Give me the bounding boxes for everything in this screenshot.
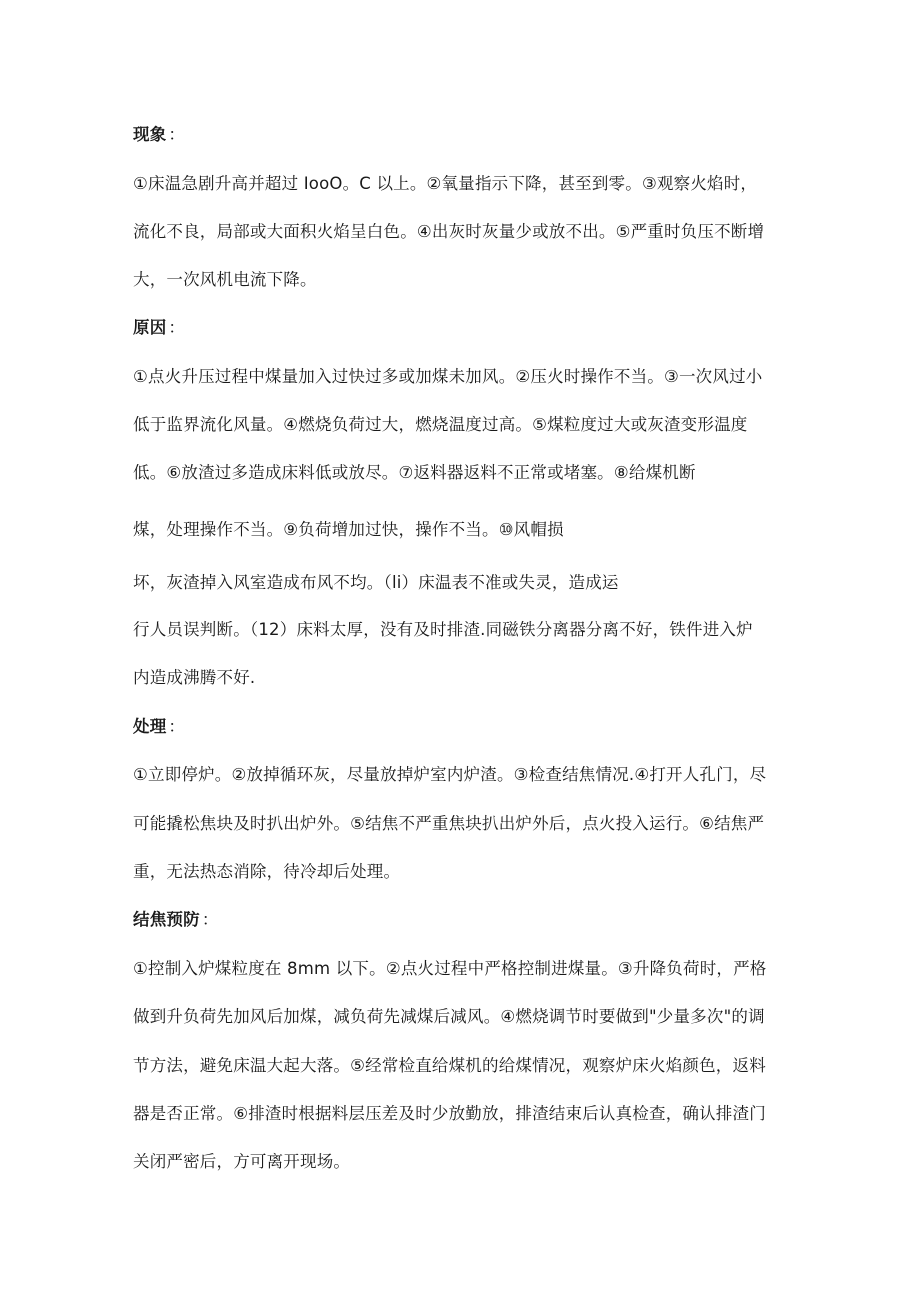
- paragraph-line: 低。⑥放渣过多造成床料低或放尽。⑦返料器返料不正常或堵塞。⑧给煤机断: [133, 463, 696, 482]
- paragraph-line: ①立即停炉。②放掉循环灰，尽量放掉炉室内炉渣。③检查结焦情况.④打开人孔门，尽: [133, 765, 767, 784]
- heading-colon: ：: [168, 318, 186, 337]
- paragraph-line: ①点火升压过程中煤量加入过快过多或加煤未加风。②压火时操作不当。③一次风过小: [133, 367, 763, 386]
- paragraph-line: 内造成沸腾不好.: [133, 668, 256, 687]
- heading-colon: ：: [168, 717, 186, 736]
- paragraph-line: 大，一次风机电流下降。: [133, 270, 317, 289]
- paragraph-line: 器是否正常。⑥排渣时根据料层压差及时少放勤放，排渣结束后认真检查，确认排渣门: [133, 1104, 766, 1123]
- paragraph-line: 坏，灰渣掉入风室造成布风不均。（li）床温表不准或失灵，造成运: [133, 573, 619, 592]
- heading-colon: ：: [168, 125, 186, 144]
- paragraph-line: 行人员误判断。（12）床料太厚，没有及时排渣.同磁铁分离器分离不好，铁件进入炉: [133, 620, 753, 639]
- paragraph-line: 做到升负荷先加风后加煤，减负荷先减煤后减风。④燃烧调节时要做到"少量多次"的调: [133, 1007, 765, 1026]
- heading-label: 处理: [133, 717, 167, 736]
- section-heading-prevention: [133, 909, 793, 931]
- section-heading-treatment: [133, 716, 793, 738]
- heading-label: 现象: [133, 125, 167, 144]
- heading-label: 结焦预防: [133, 910, 200, 929]
- heading-colon: ：: [201, 910, 219, 929]
- section-heading-cause: [133, 317, 793, 339]
- paragraph-line: 关闭严密后，方可离开现场。: [133, 1152, 351, 1171]
- paragraph-line: 低于监界流化风量。④燃烧负荷过大，燃烧温度过高。⑤煤粒度过大或灰渣变形温度: [133, 415, 748, 434]
- paragraph-line: 煤，处理操作不当。⑨负荷增加过快，操作不当。⑩风帽损: [133, 520, 564, 539]
- paragraph-line: ①控制入炉煤粒度在 8mm 以下。②点火过程中严格控制进煤量。③升降负荷时，严格: [133, 959, 767, 978]
- heading-label: 原因: [133, 318, 167, 337]
- paragraph-line: ①床温急剧升高并超过 IooO。C 以上。②氧量指示下降，甚至到零。③观察火焰时，: [133, 174, 758, 193]
- paragraph-line: 流化不良，局部或大面积火焰呈白色。④出灰时灰量少或放不出。⑤严重时负压不断增: [133, 222, 765, 241]
- paragraph-line: 节方法，避免床温大起大落。⑤经常检直给煤机的给煤情况，观察炉床火焰颜色，返料: [133, 1056, 766, 1075]
- paragraph-line: 重，无法热态消除，待冷却后处理。: [133, 862, 401, 881]
- section-heading-phenomenon: [133, 124, 793, 146]
- paragraph-line: 可能撬松焦块及时扒出炉外。⑤结焦不严重焦块扒出炉外后，点火投入运行。⑥结焦严: [133, 814, 765, 833]
